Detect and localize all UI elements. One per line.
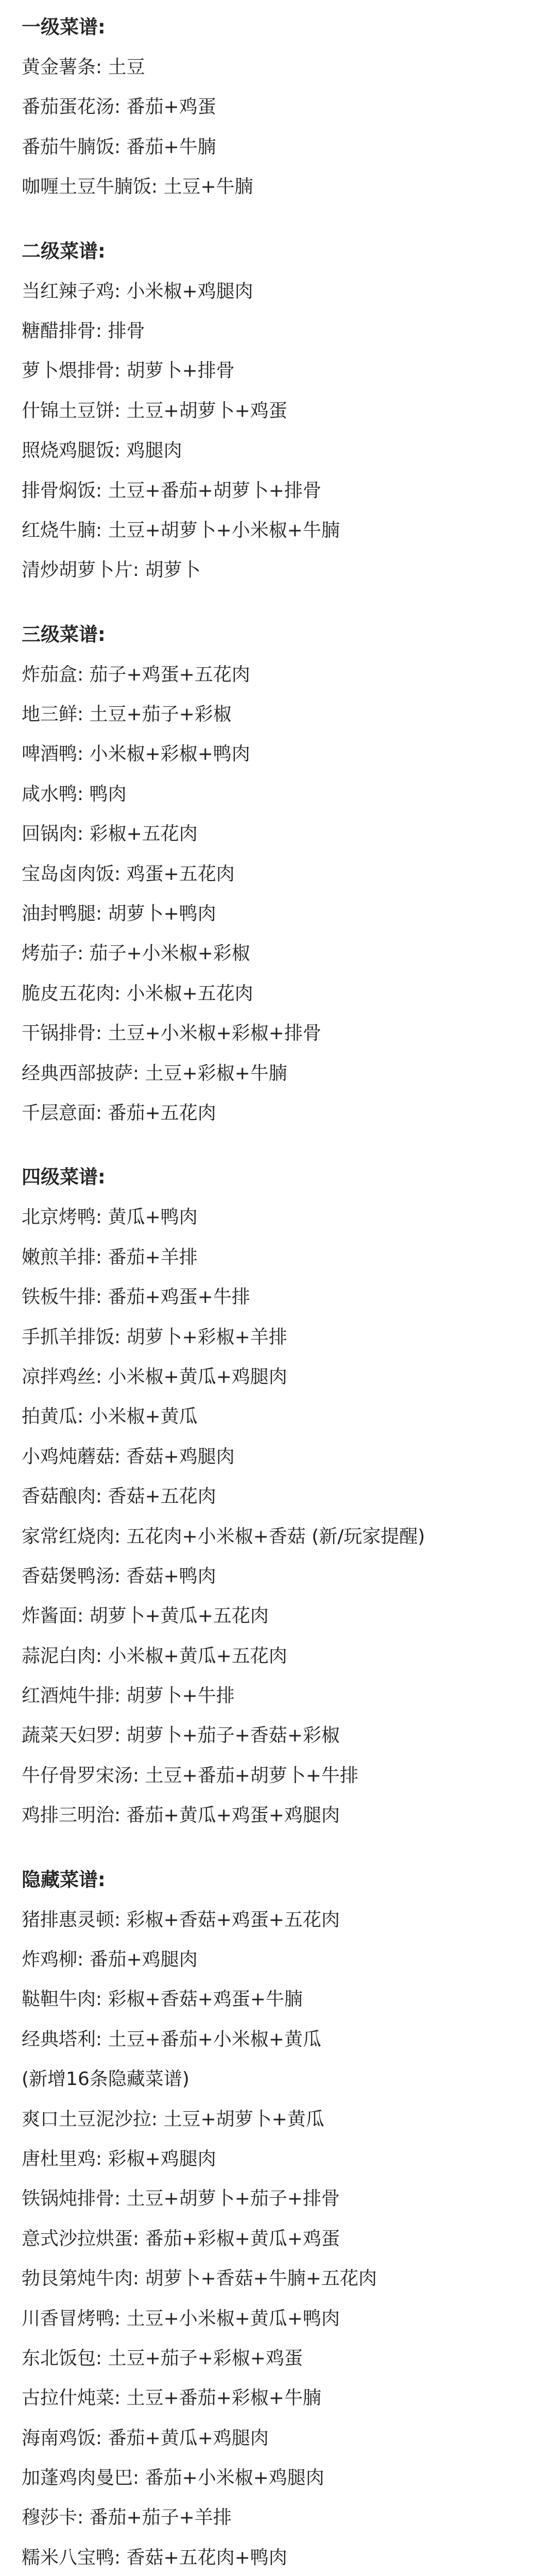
recipe-item: 咸水鸭: 鸭肉 xyxy=(22,783,127,805)
recipe-item: 黄金薯条: 土豆 xyxy=(22,57,145,78)
recipe-item: 经典塔利: 土豆+番茄+小米椒+黄瓜 xyxy=(22,2028,322,2050)
recipe-item: 爽口土豆泥沙拉: 土豆+胡萝卜+黄瓜 xyxy=(22,2108,324,2130)
recipe-item: 什锦土豆饼: 土豆+胡萝卜+鸡蛋 xyxy=(22,400,287,421)
section-heading: 一级菜谱: xyxy=(22,16,106,38)
recipe-item: 川香冒烤鸭: 土豆+小米椒+黄瓜+鸭肉 xyxy=(22,2308,340,2329)
section-heading: 隐藏菜谱: xyxy=(22,1868,106,1891)
recipe-item: 清炒胡萝卜片: 胡萝卜 xyxy=(22,560,201,581)
recipe-item: 千层意面: 番茄+五花肉 xyxy=(22,1102,216,1124)
recipe-item: 家常红烧肉: 五花肉+小米椒+香菇 (新/玩家提醒) xyxy=(22,1526,425,1547)
recipe-item: 北京烤鸭: 黄瓜+鸭肉 xyxy=(22,1207,198,1228)
section-heading: 四级菜谱: xyxy=(22,1166,106,1189)
recipe-item: 炸鸡柳: 番茄+鸡腿肉 xyxy=(22,1949,198,1971)
recipe-item: 炸茄盒: 茄子+鸡蛋+五花肉 xyxy=(22,664,250,685)
recipe-item: 勃艮第炖牛肉: 胡萝卜+香菇+牛腩+五花肉 xyxy=(22,2268,377,2290)
recipe-item: 番茄牛腩饭: 番茄+牛腩 xyxy=(22,136,216,158)
section-heading: 三级菜谱: xyxy=(22,623,106,646)
recipe-item: 意式沙拉烘蛋: 番茄+彩椒+黄瓜+鸡蛋 xyxy=(22,2228,340,2249)
recipe-item: 东北饭包: 土豆+茄子+彩椒+鸡蛋 xyxy=(22,2347,303,2369)
recipe-item: 回锅肉: 彩椒+五花肉 xyxy=(22,823,198,845)
recipe-item: 铁板牛排: 番茄+鸡蛋+牛排 xyxy=(22,1286,250,1308)
recipe-item: 凉拌鸡丝: 小米椒+黄瓜+鸡腿肉 xyxy=(22,1366,287,1387)
recipe-item: 铁锅炖排骨: 土豆+胡萝卜+茄子+排骨 xyxy=(22,2188,340,2210)
recipe-item: 宝岛卤肉饭: 鸡蛋+五花肉 xyxy=(22,863,235,885)
recipe-item: 糯米八宝鸭: 香菇+五花肉+鸭肉 xyxy=(22,2547,287,2568)
recipe-item: (新增16条隐藏菜谱) xyxy=(22,2069,189,2090)
recipe-item: 蒜泥白肉: 小米椒+黄瓜+五花肉 xyxy=(22,1645,287,1667)
recipe-item: 油封鸭腿: 胡萝卜+鸭肉 xyxy=(22,903,216,925)
recipe-item: 干锅排骨: 土豆+小米椒+彩椒+排骨 xyxy=(22,1023,322,1044)
recipe-item: 地三鲜: 土豆+茄子+彩椒 xyxy=(22,704,232,725)
recipe-item: 排骨焖饭: 土豆+番茄+胡萝卜+排骨 xyxy=(22,480,322,501)
recipe-item: 红烧牛腩: 土豆+胡萝卜+小米椒+牛腩 xyxy=(22,519,340,541)
recipe-item: 海南鸡饭: 番茄+黄瓜+鸡腿肉 xyxy=(22,2427,269,2449)
recipe-item: 加蓬鸡肉曼巴: 番茄+小米椒+鸡腿肉 xyxy=(22,2467,324,2489)
section-heading: 二级菜谱: xyxy=(22,240,106,262)
recipe-item: 鸡排三明治: 番茄+黄瓜+鸡蛋+鸡腿肉 xyxy=(22,1805,340,1826)
recipe-item: 糖醋排骨: 排骨 xyxy=(22,320,145,342)
recipe-item: 嫩煎羊排: 番茄+羊排 xyxy=(22,1246,198,1268)
recipe-item: 猪排惠灵顿: 彩椒+香菇+鸡蛋+五花肉 xyxy=(22,1909,340,1930)
recipe-item: 当红辣子鸡: 小米椒+鸡腿肉 xyxy=(22,280,253,302)
recipe-item: 香菇酿肉: 香菇+五花肉 xyxy=(22,1486,216,1507)
recipe-item: 蔬菜天妇罗: 胡萝卜+茄子+香菇+彩椒 xyxy=(22,1725,340,1747)
recipe-item: 照烧鸡腿饭: 鸡腿肉 xyxy=(22,440,182,462)
recipe-item: 咖喱土豆牛腩饭: 土豆+牛腩 xyxy=(22,176,253,198)
recipe-section xyxy=(22,1157,536,1835)
recipe-item: 穆莎卡: 番茄+茄子+羊排 xyxy=(22,2507,232,2529)
recipe-item: 手抓羊排饭: 胡萝卜+彩椒+羊排 xyxy=(22,1326,287,1348)
recipe-item: 红酒炖牛排: 胡萝卜+牛排 xyxy=(22,1685,235,1707)
recipe-item: 鞑靼牛肉: 彩椒+香菇+鸡蛋+牛腩 xyxy=(22,1989,303,2010)
recipe-item: 牛仔骨罗宋汤: 土豆+番茄+胡萝卜+牛排 xyxy=(22,1765,359,1786)
recipe-item: 啤酒鸭: 小米椒+彩椒+鸭肉 xyxy=(22,743,250,765)
recipe-section xyxy=(22,7,536,207)
recipe-item: 小鸡炖蘑菇: 香菇+鸡腿肉 xyxy=(22,1446,235,1467)
recipe-item: 番茄蛋花汤: 番茄+鸡蛋 xyxy=(22,96,216,118)
recipe-section xyxy=(22,1860,536,2576)
recipe-item: 香菇煲鸭汤: 香菇+鸭肉 xyxy=(22,1565,216,1587)
recipe-section xyxy=(22,615,536,1133)
recipe-item: 炸酱面: 胡萝卜+黄瓜+五花肉 xyxy=(22,1605,269,1627)
recipe-content xyxy=(22,7,536,2576)
recipe-item: 拍黄瓜: 小米椒+黄瓜 xyxy=(22,1406,198,1428)
recipe-item: 萝卜煨排骨: 胡萝卜+排骨 xyxy=(22,360,235,382)
recipe-item: 脆皮五花肉: 小米椒+五花肉 xyxy=(22,982,253,1004)
recipe-item: 唐杜里鸡: 彩椒+鸡腿肉 xyxy=(22,2148,216,2170)
recipe-item: 经典西部披萨: 土豆+彩椒+牛腩 xyxy=(22,1062,287,1084)
recipe-item: 烤茄子: 茄子+小米椒+彩椒 xyxy=(22,943,250,964)
recipe-section xyxy=(22,231,536,590)
recipe-item: 古拉什炖菜: 土豆+番茄+彩椒+牛腩 xyxy=(22,2387,322,2409)
